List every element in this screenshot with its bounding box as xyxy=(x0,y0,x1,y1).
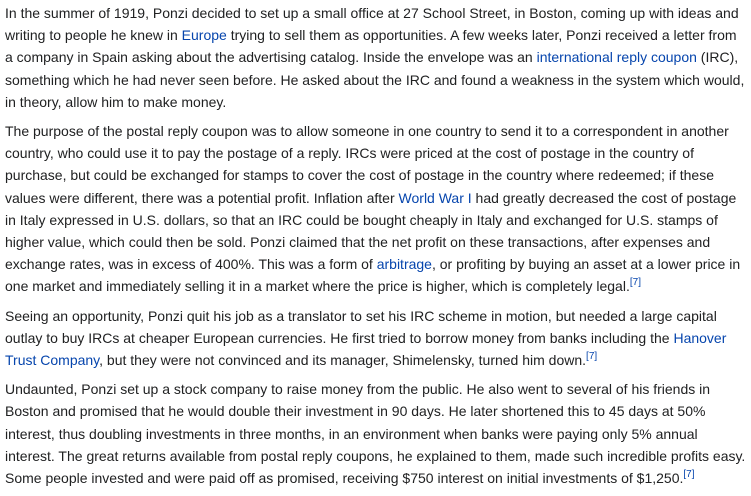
text-run: , but they were not convinced and its manager, Shimelensky, turned him down. xyxy=(99,352,587,369)
text-run: trying to sell them as opportunities. A few weeks later, Ponzi received a letter from a company in Spain asking about the advertising catalog. Inside the envelope was an xyxy=(5,27,737,66)
paragraph-1 xyxy=(5,2,747,113)
text-run: had greatly decreased the cost of postage in Italy expressed in U.S. dollars, so that an IRC could be bought cheaply in Italy and exchanged for U.S. stamps of higher value, which could then be sold. Ponzi claimed that the net profit on these transactions, after expenses and exchange rates, was in excess of 400%. This was a form of xyxy=(5,189,737,273)
text-run: Undaunted, Ponzi set up a stock company to raise money from the public. He also went to several of his friends in Boston and promised that he would double their investment in 90 days. He later shortened this to 45 days at 50% interest, thus doubling investments in three months, in an environment when banks were paying only 5% annual interest. The great returns available from postal reply coupons, he explained to them, made such incredible profits easy. Some people invested and were paid off as promised, receiving $750 interest on initial investments of $1,250. xyxy=(5,381,746,487)
text-run: In the summer of 1919, Ponzi decided to set up a small office at 27 School Street, in Boston, coming up with ideas and writing to people he knew in xyxy=(5,5,739,44)
citation-ref-7[interactable]: [7] xyxy=(586,351,598,363)
paragraph-4 xyxy=(5,378,747,489)
text-run: , or profiting by buying an asset at a lower price in one market and immediately selling it in a market where the price is higher, which is completely legal. xyxy=(5,256,741,295)
text-run: The purpose of the postal reply coupon was to allow someone in one country to send it to a correspondent in another country, who could use it to pay the postage of a reply. IRCs were priced at the cost of postage in the country of purchase, but could be exchanged for stamps to cover the cost of postage in the country where redeemed; if these values were different, there was a potential profit. Inflation after xyxy=(5,123,729,206)
text-run: (IRC), something which he had never seen before. He asked about the IRC and found a weakness in the system which would, in theory, allow him to make money. xyxy=(5,49,745,110)
paragraph-2 xyxy=(5,120,747,298)
link-europe[interactable]: Europe xyxy=(181,27,227,44)
link-international-reply-coupon[interactable]: international reply coupon xyxy=(536,49,697,66)
citation-ref-7[interactable]: [7] xyxy=(683,469,695,481)
text-run: Seeing an opportunity, Ponzi quit his job as a translator to set his IRC scheme in motion, but needed a large capital outlay to buy IRCs at cheaper European currencies. He first tried to borrow money from banks including the xyxy=(5,307,717,346)
link-world-war-i[interactable]: World War I xyxy=(398,189,472,206)
article-body xyxy=(5,0,747,496)
link-hanover-trust-company[interactable]: Hanover Trust Company xyxy=(5,329,727,369)
link-arbitrage[interactable]: arbitrage xyxy=(376,256,432,273)
citation-ref-7[interactable]: [7] xyxy=(629,277,641,289)
paragraph-3 xyxy=(5,305,747,372)
